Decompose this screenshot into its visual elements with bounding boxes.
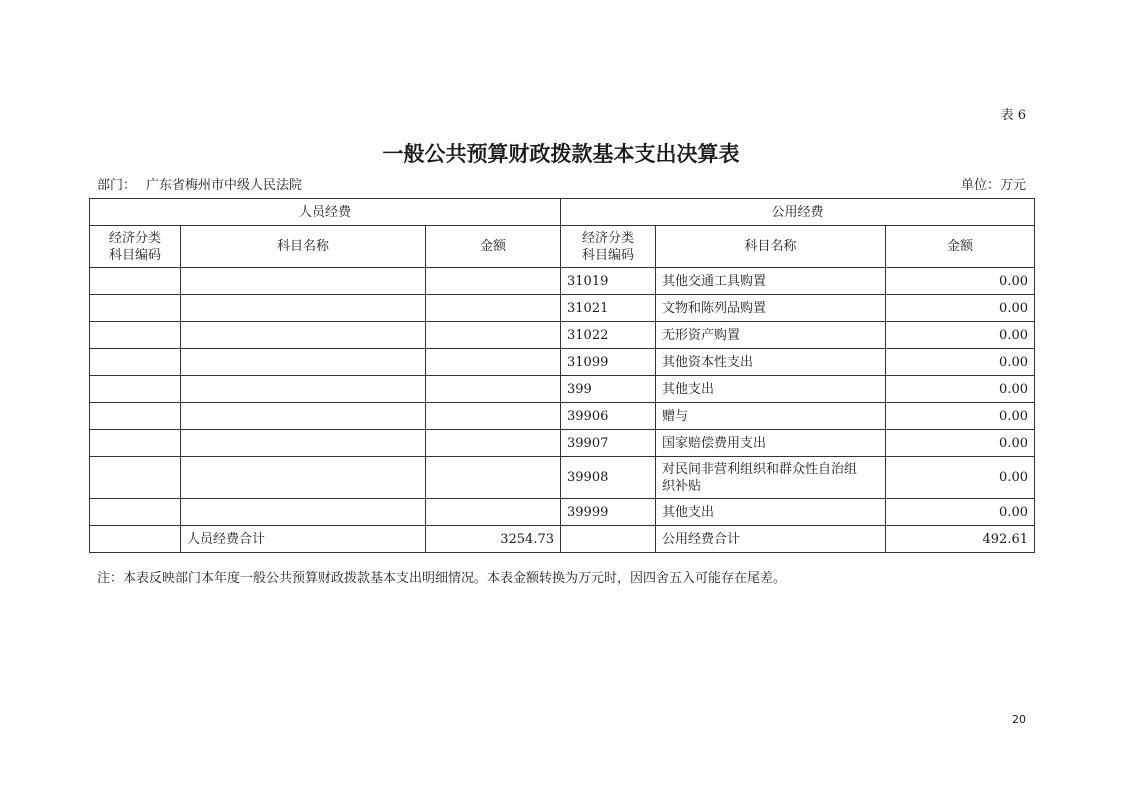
row-name: 无形资产购置: [656, 322, 886, 349]
group-header-row: [90, 199, 1035, 226]
row-amount: 0.00: [886, 268, 1035, 295]
row-code: 399: [561, 376, 656, 403]
row-name: 国家赔偿费用支出: [656, 430, 886, 457]
public-name-header: 科目名称: [656, 226, 886, 268]
row-code: 39906: [561, 403, 656, 430]
table-number: 表 6: [1000, 108, 1026, 123]
table-row: [90, 430, 1035, 457]
row-code: 39907: [561, 430, 656, 457]
row-amount: 0.00: [886, 295, 1035, 322]
row-code: 31022: [561, 322, 656, 349]
row-code: 39999: [561, 499, 656, 526]
row-amount: 0.00: [886, 349, 1035, 376]
row-name: 其他交通工具购置: [656, 268, 886, 295]
row-name: 其他支出: [656, 499, 886, 526]
row-name: 对民间非营利组织和群众性自治组 织补贴: [656, 457, 886, 499]
table-row: [90, 322, 1035, 349]
row-code: 31099: [561, 349, 656, 376]
row-name: 文物和陈列品购置: [656, 295, 886, 322]
row-name: 其他资本性支出: [656, 349, 886, 376]
row-code: 31019: [561, 268, 656, 295]
public-header: 公用经费: [561, 199, 1035, 226]
table-row: [90, 499, 1035, 526]
totals-row: [90, 526, 1035, 553]
column-header-row: [90, 226, 1035, 268]
personnel-amount-header: 金额: [426, 226, 561, 268]
unit-label: 单位：万元: [960, 178, 1026, 193]
row-amount: 0.00: [886, 457, 1035, 499]
personnel-name-header: 科目名称: [181, 226, 426, 268]
expenditure-table: [89, 198, 1035, 553]
table-row: [90, 457, 1035, 499]
department-label: 部门：: [97, 178, 137, 193]
table-row: [90, 403, 1035, 430]
row-amount: 0.00: [886, 322, 1035, 349]
public-amount-header: 金额: [886, 226, 1035, 268]
row-name: 赠与: [656, 403, 886, 430]
row-name: 其他支出: [656, 376, 886, 403]
personnel-header: 人员经费: [90, 199, 561, 226]
page-title: 一般公共预算财政拨款基本支出决算表: [382, 141, 740, 166]
department-line: [97, 174, 302, 193]
page-number: 20: [1012, 713, 1026, 726]
personnel-total-amount: 3254.73: [426, 526, 561, 553]
table-row: [90, 376, 1035, 403]
personnel-code-header: 经济分类 科目编码: [90, 226, 181, 268]
public-total-amount: 492.61: [886, 526, 1035, 553]
footnote: 注：本表反映部门本年度一般公共预算财政拨款基本支出明细情况。本表金额转换为万元时，因四舍五入可能存在尾差。: [97, 571, 787, 586]
table-row: [90, 349, 1035, 376]
public-total-label: 公用经费合计: [656, 526, 886, 553]
personnel-total-label: 人员经费合计: [181, 526, 426, 553]
table-row: [90, 295, 1035, 322]
row-amount: 0.00: [886, 430, 1035, 457]
row-code: 39908: [561, 457, 656, 499]
row-code: 31021: [561, 295, 656, 322]
row-amount: 0.00: [886, 499, 1035, 526]
department-value: 广东省梅州市中级人民法院: [146, 178, 303, 193]
row-amount: 0.00: [886, 376, 1035, 403]
row-amount: 0.00: [886, 403, 1035, 430]
public-code-header: 经济分类 科目编码: [561, 226, 656, 268]
table-row: [90, 268, 1035, 295]
